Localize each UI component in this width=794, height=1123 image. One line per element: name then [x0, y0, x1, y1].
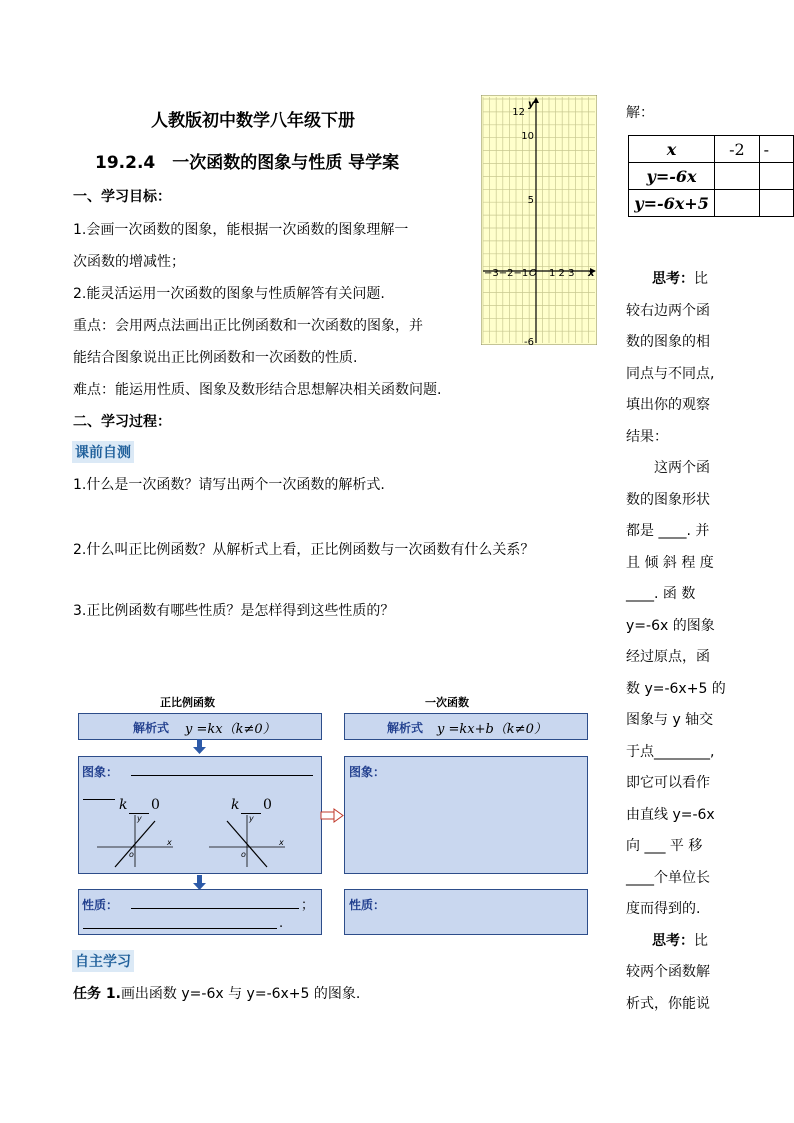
y-tick-10: 10	[521, 131, 534, 142]
pre-test-tag: 课前自测	[72, 441, 134, 463]
right-property-box	[344, 889, 588, 935]
think-1-line: 结果：	[626, 428, 668, 445]
observation-line: y=-6x 的图象	[626, 617, 715, 634]
grid-background	[481, 95, 597, 345]
y-axis-label: y	[528, 99, 535, 110]
table-cell	[759, 163, 793, 190]
left-property-label: 性质：	[82, 898, 119, 912]
left-image-box	[78, 756, 322, 874]
observation-line: 图象与 y 轴交	[626, 712, 714, 728]
key-point-line2: 能结合图象说出正比例函数和一次函数的性质.	[73, 350, 358, 366]
left-property-box	[78, 889, 322, 935]
svg-text:y: y	[137, 814, 142, 823]
x-neg-ticks: −3−2−1	[484, 268, 529, 279]
zero-1: 0	[151, 797, 160, 813]
table-header-row	[629, 136, 794, 163]
svg-text:y: y	[249, 814, 254, 823]
observation-line: 向 ___ 平 移	[626, 838, 703, 854]
coordinate-grid	[481, 95, 597, 345]
think-1-line: 数的图象的相	[626, 334, 710, 350]
right-property-label: 性质：	[349, 898, 386, 912]
left-formula: y =kx（k≠0）	[185, 722, 276, 737]
question-2: 2.什么叫正比例函数？从解析式上看，正比例函数与一次函数有什么关系？	[73, 542, 535, 558]
lesson-title: 19.2.4 一次函数的图象与性质 导学案	[95, 153, 400, 173]
goal1-line2: 次函数的增减性；	[73, 254, 185, 270]
observation-line: 即它可以看作	[626, 775, 710, 791]
property-period: .	[279, 916, 284, 931]
table-row-label: y=-6x	[629, 163, 715, 190]
y-tick-12: 12	[512, 107, 525, 118]
question-3: 3.正比例函数有哪些性质？是怎样得到这些性质的？	[73, 603, 395, 619]
observation-line: 这两个函	[654, 460, 710, 476]
observation-line: ____. 函 数	[626, 586, 696, 602]
task-1-text: 画出函数 y=-6x 与 y=-6x+5 的图象.	[120, 986, 361, 1002]
left-formula-box	[78, 713, 322, 740]
think-1-line: 填出你的观察	[626, 397, 710, 413]
document-title: 人教版初中数学八年级下册	[151, 111, 355, 131]
increasing-line-sketch	[95, 813, 175, 869]
goal1-line1: 1.会画一次函数的图象，能根据一次函数的图象理解一	[73, 222, 409, 238]
table-header-value: -	[759, 136, 793, 163]
observation-line: ____个单位长	[626, 869, 710, 886]
left-image-blank-2	[83, 799, 115, 800]
section1-heading: 一、学习目标：	[73, 189, 171, 205]
decreasing-line-sketch	[207, 813, 287, 869]
observation-line: 数 y=-6x+5 的	[626, 680, 726, 697]
self-study-tag: 自主学习	[72, 950, 134, 972]
observation-line: 数的图象形状	[626, 491, 710, 508]
right-image-label: 图象：	[349, 765, 386, 779]
difficulty: 难点：能运用性质、图象及数形结合思想解决相关函数问题.	[73, 382, 442, 398]
x-axis-label: x	[588, 268, 595, 279]
table-row-label: y=-6x+5	[629, 190, 715, 217]
solution-label: 解：	[626, 105, 654, 121]
property-blank-2	[83, 928, 277, 929]
think-1-block	[626, 264, 726, 1020]
right-image-box	[344, 756, 588, 874]
observation-line: 于点________,	[626, 743, 715, 760]
k-label-1: k	[119, 797, 128, 813]
think-2-line: 较两个函数解	[626, 964, 710, 980]
table-row	[629, 190, 794, 217]
table-cell	[715, 163, 759, 190]
table-cell	[715, 190, 759, 217]
observation-line: 由直线 y=-6x	[626, 806, 715, 823]
right-formula-label: 解析式	[387, 721, 424, 735]
left-formula-label: 解析式	[133, 721, 170, 735]
left-image-blank-1	[131, 775, 313, 776]
question-1: 1.什么是一次函数？请写出两个一次函数的解析式.	[73, 477, 385, 493]
y-tick-neg6: -6	[524, 337, 534, 345]
table-row	[629, 163, 794, 190]
table-header-x: x	[629, 136, 715, 163]
right-formula: y =kx+b（k≠0）	[437, 722, 547, 737]
goal2: 2.能灵活运用一次函数的图象与性质解答有关问题.	[73, 286, 385, 302]
table-cell	[759, 190, 793, 217]
observation-line: 经过原点，函	[626, 649, 710, 665]
left-title: 正比例函数	[160, 696, 215, 709]
key-point-line1: 重点：会用两点法画出正比例函数和一次函数的图象，并	[73, 318, 423, 334]
table-header-value: -2	[715, 136, 759, 163]
svg-text:o: o	[129, 850, 134, 859]
right-title: 一次函数	[425, 696, 469, 709]
property-semicolon: ；	[301, 898, 315, 913]
right-formula-box	[344, 713, 588, 740]
svg-text:x: x	[279, 838, 284, 847]
left-image-label: 图象：	[82, 765, 119, 779]
think-2-line: 思考：比	[652, 932, 708, 949]
observation-line: 度而得到的.	[626, 901, 701, 917]
svg-text:o: o	[241, 850, 246, 859]
observation-line: 都是 ____. 并	[626, 523, 710, 539]
think-1-bold: 思考：	[652, 271, 694, 287]
task-1	[73, 983, 360, 1003]
value-table	[628, 135, 794, 217]
property-blank-1	[131, 908, 299, 909]
x-pos-ticks: 1 2 3	[549, 268, 575, 279]
think-1-line: 同点与不同点,	[626, 365, 715, 382]
right-arrow	[320, 808, 344, 824]
section2-heading: 二、学习过程：	[73, 414, 171, 430]
k-label-2: k	[231, 797, 240, 813]
origin-label: O	[529, 268, 537, 279]
zero-2: 0	[263, 797, 272, 813]
y-tick-5: 5	[527, 195, 534, 206]
task-1-prefix: 任务 1.	[73, 986, 121, 1002]
svg-text:x: x	[167, 838, 172, 847]
think-2-line: 析式，你能说	[626, 995, 710, 1012]
think-1-line: 思考：比	[652, 271, 708, 287]
down-arrow-1	[192, 739, 208, 755]
think-2-bold: 思考：	[652, 932, 694, 949]
observation-line: 且 倾 斜 程 度	[626, 554, 714, 571]
think-1-line: 较右边两个函	[626, 302, 710, 319]
